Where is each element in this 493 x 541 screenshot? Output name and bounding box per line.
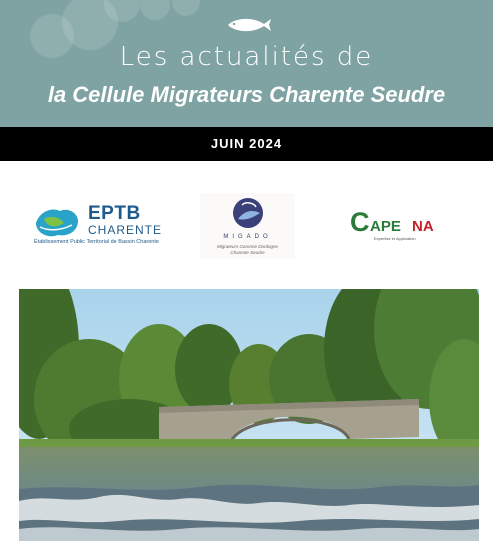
partner-logos bbox=[0, 161, 493, 289]
migado-logo[interactable] bbox=[200, 193, 295, 259]
eptb-name: EPTB bbox=[88, 203, 141, 224]
eptb-subname: CHARENTE bbox=[88, 223, 163, 237]
migado-tagline: Charente Seudre bbox=[230, 250, 265, 255]
header-title-line1: Les actualités de bbox=[119, 42, 374, 72]
river-bridge-photo bbox=[19, 289, 479, 541]
eptb-logo[interactable] bbox=[34, 203, 164, 251]
capena-tagline: Expertise et Application bbox=[374, 236, 416, 241]
fish-icon bbox=[224, 16, 272, 34]
decorative-bubble bbox=[172, 0, 200, 16]
capena-letter-c: C bbox=[350, 207, 370, 237]
header-title-line2: la Cellule Migrateurs Charente Seudre bbox=[47, 82, 446, 107]
eptb-map-icon bbox=[34, 205, 80, 241]
decorative-bubble bbox=[140, 0, 170, 20]
capena-logo[interactable] bbox=[350, 209, 445, 245]
newsletter-header bbox=[0, 0, 493, 127]
migado-emblem-icon bbox=[232, 197, 264, 229]
issue-date-band: JUIN 2024 bbox=[0, 127, 493, 161]
eptb-tagline: Établissement Public Territorial de Bassin Charente bbox=[34, 239, 159, 245]
capena-letters-ape: APE bbox=[370, 218, 401, 235]
capena-letters-na: NA bbox=[412, 218, 434, 235]
migado-name: MIGADO bbox=[223, 234, 272, 240]
migado-tagline: Migrateurs Garonne Dordogne bbox=[216, 244, 279, 249]
